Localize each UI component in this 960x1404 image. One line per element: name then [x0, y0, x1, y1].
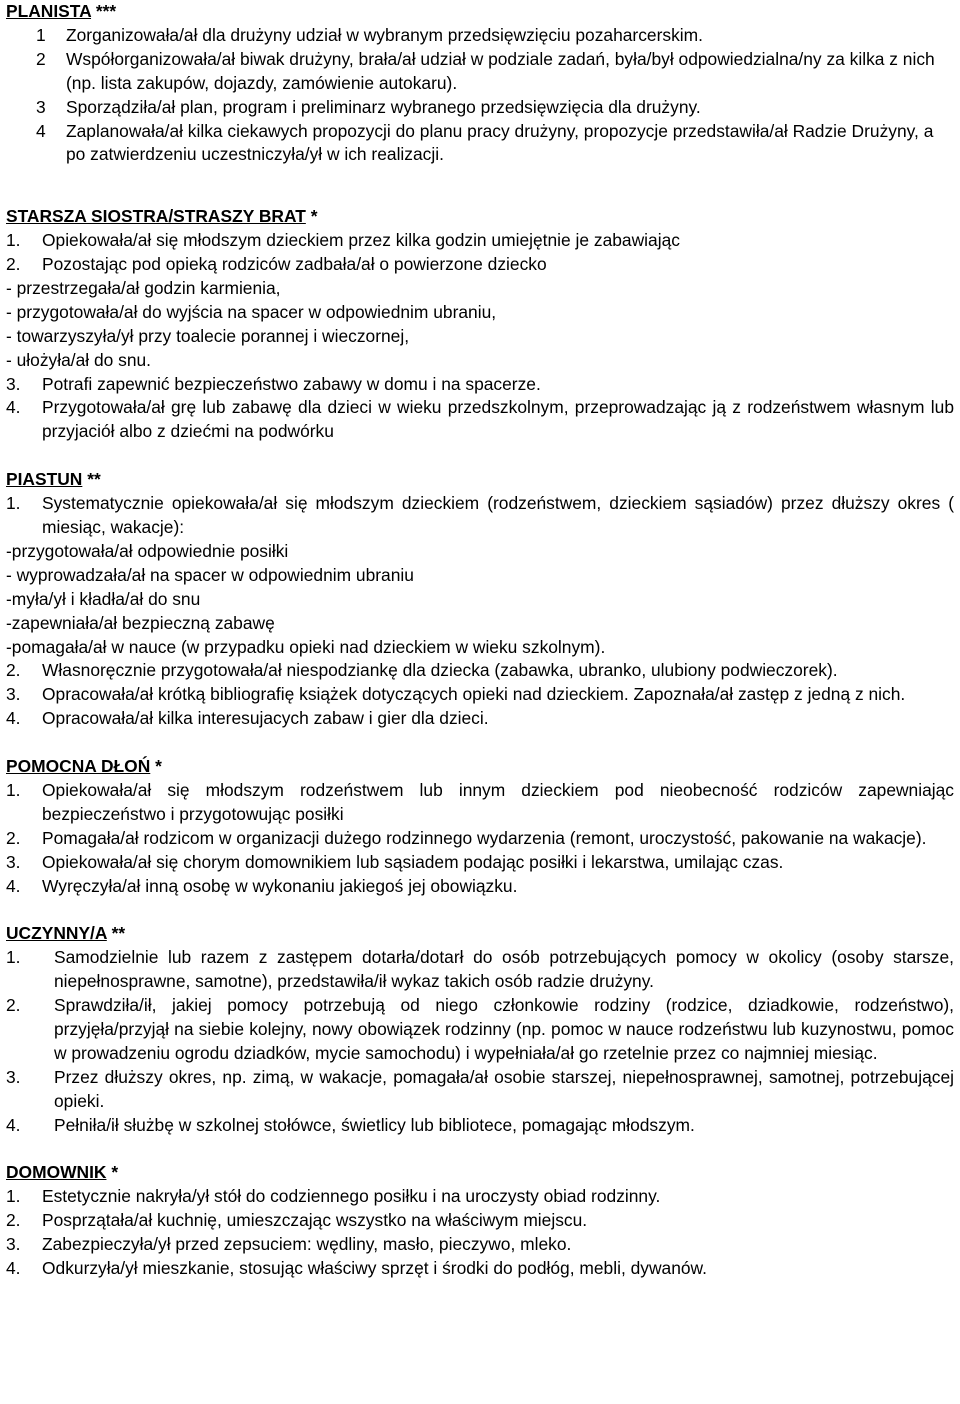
item-text: Opiekowała/ał się młodszym dzieckiem przez kilka godzin umiejętnie je zabawiając	[42, 230, 680, 251]
star-rating: *	[155, 756, 162, 777]
list-item	[6, 373, 954, 397]
list-item	[6, 827, 954, 851]
item-number: 3	[36, 96, 46, 117]
section-heading	[6, 922, 954, 946]
list-item	[6, 1185, 954, 1209]
list-item	[6, 1114, 954, 1138]
list-item	[6, 1233, 954, 1257]
item-number: 1	[36, 24, 46, 45]
item-number: 1.	[6, 1186, 21, 1207]
list-item	[6, 946, 954, 994]
item-text: Opiekowała/ał się chorym domownikiem lub sąsiadem podając posiłki i lekarstwa, umilając czas.	[42, 851, 784, 872]
sub-item: - przygotowała/ał do wyjścia na spacer w odpowiednim ubraniu,	[6, 301, 497, 322]
list-item	[6, 96, 954, 120]
item-number: 4.	[6, 397, 21, 418]
section-title: DOMOWNIK	[6, 1162, 107, 1183]
list-item	[6, 683, 954, 707]
list-item	[6, 1209, 954, 1233]
section-spacer	[6, 731, 954, 755]
item-number: 1.	[6, 230, 21, 251]
section-spacer	[6, 167, 954, 191]
section-spacer	[6, 444, 954, 468]
section-heading	[6, 205, 954, 229]
section-spacer	[6, 1138, 954, 1162]
item-number: 1.	[6, 779, 21, 800]
item-number: 3.	[6, 1066, 21, 1087]
item-number: 4.	[6, 1114, 21, 1135]
list-item	[6, 1066, 954, 1114]
star-rating: *	[111, 1162, 119, 1183]
section-title: UCZYNNY/A	[6, 923, 107, 944]
section-spacer	[6, 898, 954, 922]
item-text: Przez dłuższy okres, np. zimą, w wakacje, pomagała/ał osobie starszej, niepełnosprawnej, samotnej, potrzebującej opieki.	[54, 1066, 954, 1111]
item-text: Zaplanowała/ał kilka ciekawych propozycji do planu pracy drużyny, propozycje przedstawiła/ał Radzie Drużyny, a po zatwierdzeniu uczestniczyła/ył w ich realizacji.	[66, 120, 934, 165]
sub-item: - przestrzegała/ał godzin karmienia,	[6, 277, 281, 298]
item-number: 1.	[6, 947, 21, 968]
item-text: Opiekowała/ał się młodszym rodzeństwem lub innym dzieckiem pod nieobecność rodziców zapewniając bezpieczeństwo i przygotowując posiłki	[42, 779, 954, 824]
sub-item: - wyprowadzała/ał na spacer w odpowiednim ubraniu	[6, 564, 414, 585]
item-number: 2.	[6, 254, 21, 275]
item-text: Systematycznie opiekowała/ał się młodszym dzieckiem (rodzeństwem, dzieckiem sąsiadów) przez dłuższy okres ( miesiąc, wakacje):	[42, 493, 954, 537]
item-text: Odkurzyła/ył mieszkanie, stosując właściwy sprzęt i środki do podłóg, mebli, dywanów.	[42, 1258, 707, 1279]
list-item	[6, 396, 954, 444]
list-item	[6, 253, 954, 277]
section-title: STARSZA SIOSTRA/STRASZY BRAT	[6, 206, 306, 227]
item-text: Pozostając pod opieką rodziców zadbała/ał o powierzone dziecko	[42, 254, 547, 275]
list-item	[6, 229, 954, 253]
section-piastun	[6, 468, 954, 731]
list-item	[6, 659, 954, 683]
item-text: Estetycznie nakryła/ył stół do codziennego posiłku i na uroczysty obiad rodzinny.	[42, 1186, 661, 1207]
list-item	[6, 875, 954, 899]
list-item	[6, 120, 954, 168]
item-text: Wyręczyła/ał inną osobę w wykonaniu jakiegoś jej obowiązku.	[42, 875, 518, 896]
star-rating: *	[310, 206, 318, 227]
item-text: Przygotowała/ał grę lub zabawę dla dzieci w wieku przedszkolnym, przeprowadzając ją z rodzeństwem własnym lub przyjaciół albo z dziećmi na podwórku	[42, 397, 954, 442]
section-heading	[6, 468, 954, 492]
sub-item: -pomagała/ał w nauce (w przypadku opieki nad dzieckiem w wieku szkolnym).	[6, 636, 606, 657]
item-text: Opracowała/ał krótką bibliografię książek dotyczących opieki nad dzieckiem. Zapoznała/ał zastęp z jedną z nich.	[42, 684, 906, 705]
sub-item: -zapewniała/ał bezpieczną zabawę	[6, 612, 275, 633]
section-starsza-siostra	[6, 205, 954, 444]
section-title: PIASTUN	[6, 469, 83, 490]
section-title: POMOCNA DŁOŃ	[6, 756, 151, 777]
list-item	[6, 1257, 954, 1281]
item-text: Posprzątała/ał kuchnię, umieszczając wszystko na właściwym miejscu.	[42, 1210, 588, 1231]
item-text: Zorganizowała/ał dla drużyny udział w wybranym przedsięwzięciu pozaharcerskim.	[66, 24, 703, 45]
item-number: 2.	[6, 995, 21, 1016]
list-item	[6, 492, 954, 540]
list-item	[6, 779, 954, 827]
item-number: 4	[36, 120, 46, 141]
item-number: 4.	[6, 1258, 21, 1279]
item-number: 3.	[6, 851, 21, 872]
item-number: 2.	[6, 1210, 21, 1231]
list-item	[6, 851, 954, 875]
list-item	[6, 994, 954, 1066]
star-rating: **	[111, 923, 126, 944]
item-number: 2.	[6, 827, 21, 848]
item-text: Sporządziła/ał plan, program i preliminarz wybranego przedsięwzięcia dla drużyny.	[66, 96, 701, 117]
item-number: 2.	[6, 660, 21, 681]
star-rating: ***	[95, 1, 117, 21]
list-item	[6, 707, 954, 731]
sub-item: -przygotowała/ał odpowiednie posiłki	[6, 540, 289, 561]
item-text: Zabezpieczyła/ył przed zepsuciem: wędliny, masło, pieczywo, mleko.	[42, 1234, 572, 1255]
list-item	[6, 48, 954, 96]
item-text: Pomagała/ał rodzicom w organizacji dużego rodzinnego wydarzenia (remont, uroczystość, pakowanie na wakacje).	[42, 827, 927, 848]
item-number: 3.	[6, 1234, 21, 1255]
sub-item: -myła/ył i kładła/ał do snu	[6, 588, 201, 609]
section-pomocna-dlon	[6, 755, 954, 898]
item-number: 4.	[6, 708, 21, 729]
section-planista	[6, 0, 954, 167]
item-text: Opracowała/ał kilka interesujacych zabaw i gier dla dzieci.	[42, 708, 489, 729]
section-title: PLANISTA	[6, 1, 92, 21]
section-domownik	[6, 1161, 954, 1281]
item-number: 1.	[6, 493, 21, 514]
item-number: 3.	[6, 373, 21, 394]
section-uczynny	[6, 922, 954, 1137]
item-text: Pełniła/ił służbę w szkolnej stołówce, świetlicy lub bibliotece, pomagając młodszym.	[54, 1114, 695, 1135]
item-number: 4.	[6, 875, 21, 896]
section-spacer	[6, 191, 954, 205]
item-text: Współorganizowała/ał biwak drużyny, brała/ał udział w podziale zadań, była/był odpowiedzialna/ny za kilka z nich (np. lista zakupów, dojazdy, zamówienie autokaru).	[66, 48, 935, 93]
star-rating: **	[87, 469, 101, 490]
section-heading	[6, 1161, 954, 1185]
list-item	[6, 24, 954, 48]
sub-item: - ułożyła/ał do snu.	[6, 349, 152, 370]
item-text: Sprawdziła/ił, jakiej pomocy potrzebują od niego członkowie rodziny (rodzice, dziadkowie, rodzeństwo), przyjęła/przyjął na siebie kolejny, nowy obowiązek rodzinny (np. pomoc w nauce rodzeństwu lub kuzynostwu, pomoc w prowadzeniu ogrodu dziadków, mycie samochodu) i wypełniała/ał go rzetelnie przez co najmniej miesiąc.	[54, 995, 954, 1063]
sub-item: - towarzyszyła/ył przy toalecie porannej i wieczornej,	[6, 325, 410, 346]
item-number: 2	[36, 48, 46, 69]
item-text: Potrafi zapewnić bezpieczeństwo zabawy w domu i na spacerze.	[42, 373, 541, 394]
item-text: Samodzielnie lub razem z zastępem dotarła/dotarł do osób potrzebujących pomocy w okolicy (osoby starsze, niepełnosprawne, samotne), przedstawiła/ił wykaz takich osób radzie drużyny.	[54, 947, 954, 992]
section-heading	[6, 755, 954, 779]
item-number: 3.	[6, 684, 21, 705]
item-text: Własnoręcznie przygotowała/ał niespodziankę dla dziecka (zabawka, ubranko, ulubiony podwieczorek).	[42, 660, 838, 681]
section-heading	[6, 0, 954, 24]
